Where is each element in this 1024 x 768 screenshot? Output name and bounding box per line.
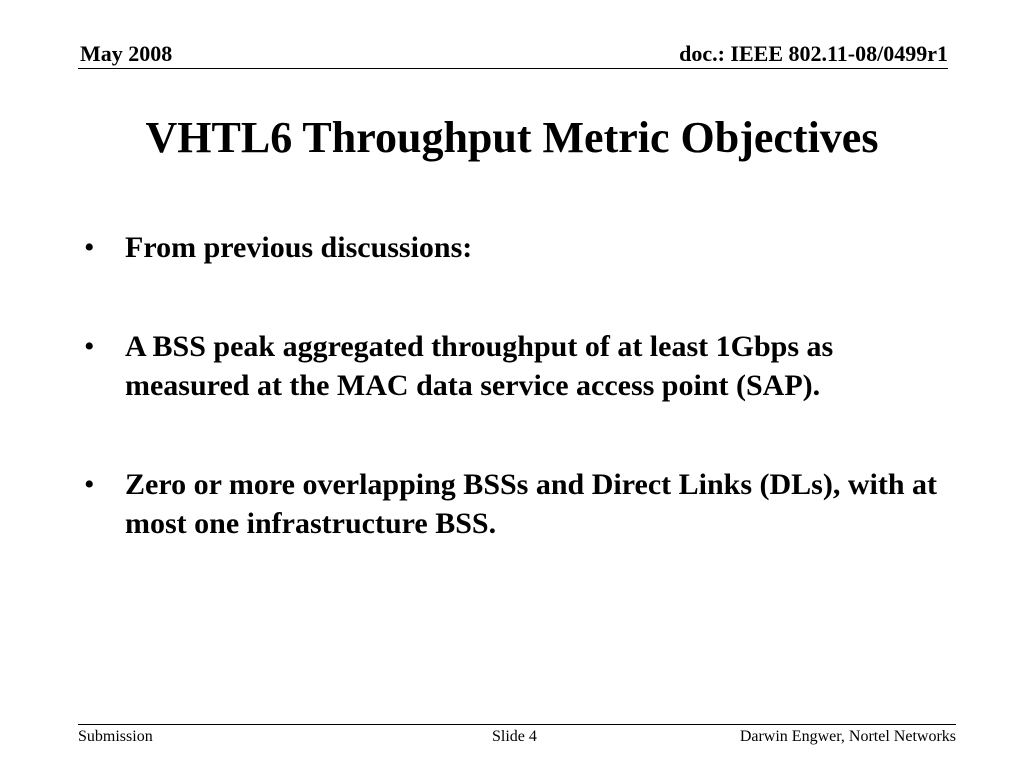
header-divider (78, 68, 948, 69)
bullet-marker: • (84, 231, 95, 264)
bullet-text: A BSS peak aggregated throughput of at least 1Gbps as measured at the MAC data service access point (SAP). (125, 330, 834, 402)
footer-author: Darwin Engwer, Nortel Networks (739, 728, 956, 745)
bullet-text: Zero or more overlapping BSSs and Direct Links (DLs), with at most one infrastructure BSS. (125, 468, 938, 540)
footer-slide-number: Slide 4 (492, 728, 537, 745)
slide-title: VHTL6 Throughput Metric Objectives (145, 113, 879, 162)
header-doc-id: doc.: IEEE 802.11-08/0499r1 (679, 41, 948, 66)
footer-divider (78, 724, 956, 725)
bullet-list (84, 228, 954, 603)
footer-submission: Submission (78, 728, 153, 745)
bullet-marker: • (84, 468, 95, 501)
bullet-item (84, 228, 954, 267)
header-date: May 2008 (80, 41, 173, 66)
bullet-item (84, 465, 954, 543)
bullet-text: From previous discussions: (125, 231, 473, 264)
bullet-item (84, 327, 954, 405)
bullet-marker: • (84, 330, 95, 363)
